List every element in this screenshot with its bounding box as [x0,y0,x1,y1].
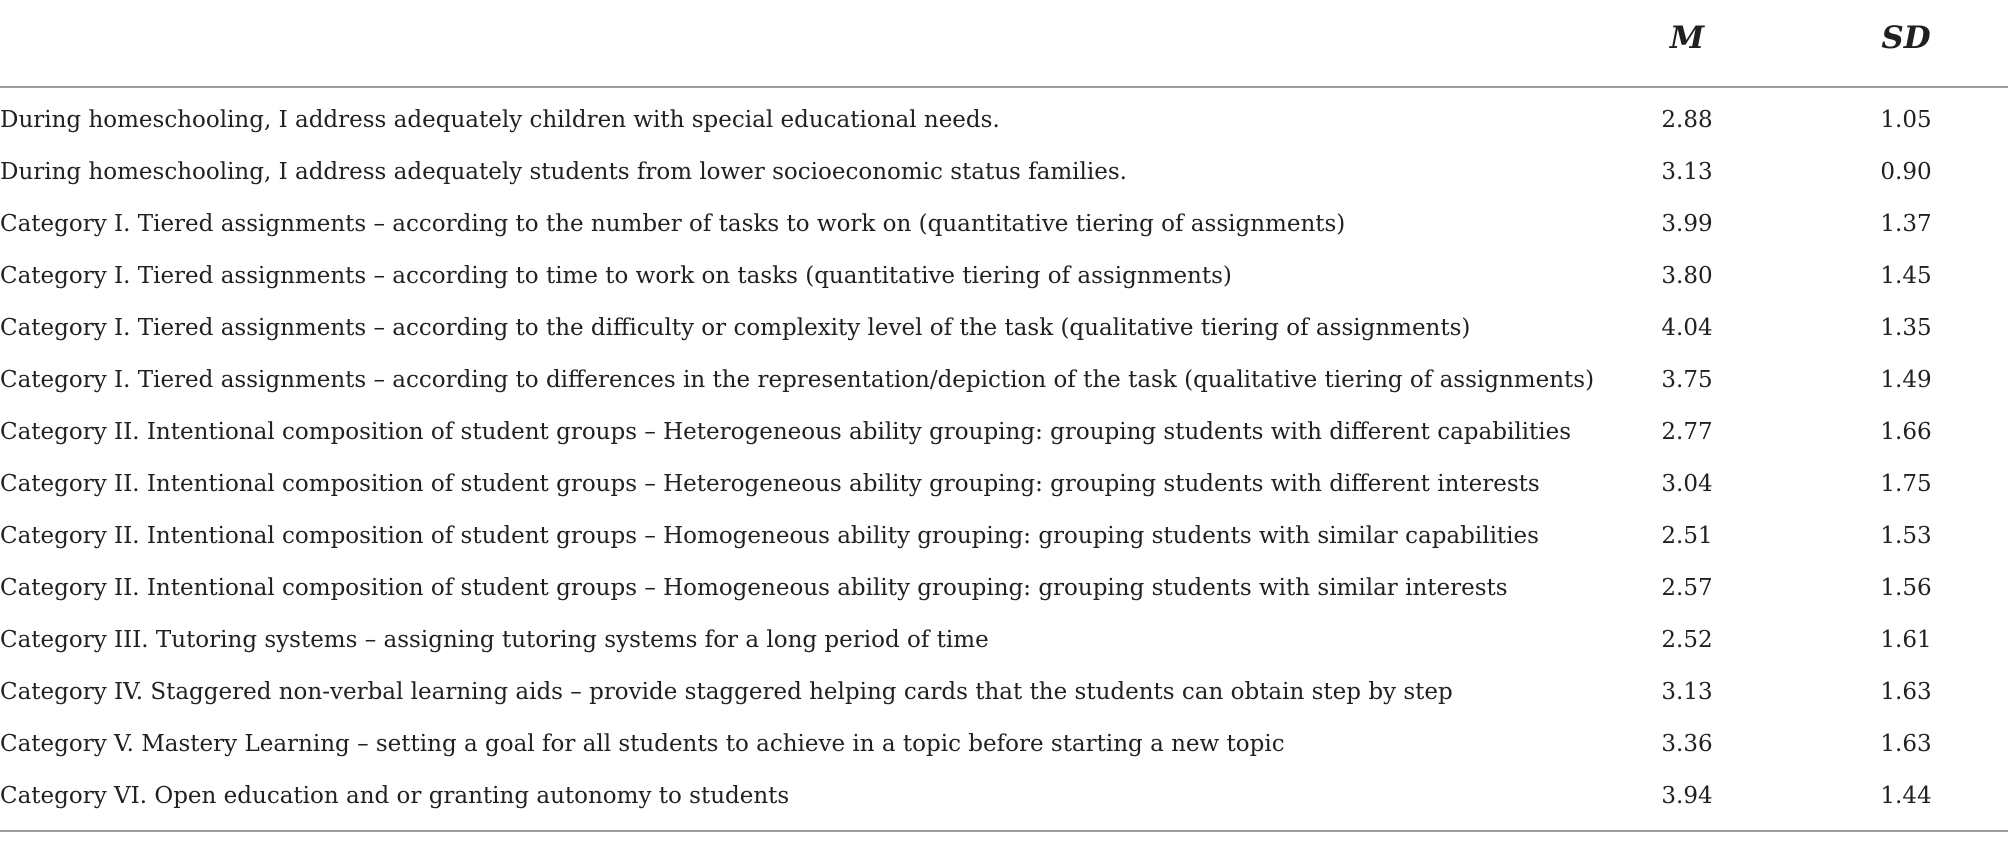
row-item-text: Category I. Tiered assignments – according to time to work on tasks (quantitative tiering of assignments) [0,263,1232,289]
row-item-text: During homeschooling, I address adequately students from lower socioeconomic status families. [0,159,1127,185]
row-mean-value: 3.36 [1661,731,1713,757]
table-row [0,770,2008,831]
row-sd-value: 1.61 [1880,627,1932,653]
statistics-table [0,14,2008,832]
table-row [0,666,2008,718]
row-item-text: During homeschooling, I address adequately children with special educational needs. [0,107,1000,133]
row-item-text: Category III. Tutoring systems – assigning tutoring systems for a long period of time [0,627,989,653]
row-sd-value: 1.45 [1880,263,1932,289]
table-row [0,406,2008,458]
table-row [0,250,2008,302]
row-item-text: Category II. Intentional composition of student groups – Homogeneous ability grouping: grouping students with similar interests [0,575,1508,601]
row-mean-value: 3.13 [1661,679,1713,705]
row-mean-value: 2.77 [1661,419,1713,445]
row-mean-value: 3.80 [1661,263,1713,289]
table-header [0,14,2008,87]
row-mean-value: 3.75 [1661,367,1713,393]
row-mean-value: 4.04 [1661,315,1713,341]
table-row [0,302,2008,354]
row-sd-value: 1.63 [1880,731,1932,757]
table-row [0,562,2008,614]
table-row [0,146,2008,198]
column-header-sd: SD [1804,14,2008,87]
table-row [0,198,2008,250]
row-mean-value: 3.13 [1661,159,1713,185]
row-mean-value: 3.99 [1661,211,1713,237]
table-row [0,718,2008,770]
row-mean-value: 3.94 [1600,770,1804,831]
row-item-text: Category I. Tiered assignments – according to the number of tasks to work on (quantitative tiering of assignments) [0,211,1346,237]
table-row [0,458,2008,510]
row-sd-value: 1.37 [1880,211,1932,237]
row-item-text: Category VI. Open education and or granting autonomy to students [0,770,1600,831]
header-row [0,14,2008,87]
row-sd-value: 1.49 [1880,367,1932,393]
row-mean-value: 2.52 [1661,627,1713,653]
column-header-mean: M [1600,14,1804,87]
row-sd-value: 1.66 [1880,419,1932,445]
row-sd-value: 1.75 [1880,471,1932,497]
row-sd-value: 1.56 [1880,575,1932,601]
row-mean-value: 2.88 [1661,107,1713,133]
row-item-text: Category I. Tiered assignments – according to the difficulty or complexity level of the task (qualitative tiering of assignments) [0,315,1471,341]
row-item-text: Category II. Intentional composition of student groups – Heterogeneous ability grouping: grouping students with different interests [0,471,1540,497]
row-sd-value: 1.63 [1880,679,1932,705]
row-sd-value: 0.90 [1880,159,1932,185]
row-item-text: Category I. Tiered assignments – according to differences in the representation/depiction of the task (qualitative tiering of assignments) [0,367,1595,393]
table-row [0,614,2008,666]
row-item-text: Category V. Mastery Learning – setting a goal for all students to achieve in a topic before starting a new topic [0,731,1285,757]
row-mean-value: 3.04 [1661,471,1713,497]
row-sd-value: 1.35 [1880,315,1932,341]
row-item-text: Category IV. Staggered non-verbal learning aids – provide staggered helping cards that the students can obtain step by step [0,679,1453,705]
table-row [0,87,2008,146]
table-body [0,87,2008,831]
row-sd-value: 1.53 [1880,523,1932,549]
table-row [0,510,2008,562]
row-sd-value: 1.05 [1880,107,1932,133]
row-sd-value: 1.44 [1804,770,2008,831]
row-mean-value: 2.51 [1661,523,1713,549]
table-row [0,354,2008,406]
row-item-text: Category II. Intentional composition of student groups – Homogeneous ability grouping: grouping students with similar capabilities [0,523,1539,549]
row-item-text: Category II. Intentional composition of student groups – Heterogeneous ability grouping: grouping students with different capabilities [0,419,1572,445]
row-mean-value: 2.57 [1661,575,1713,601]
column-header-item [0,14,1600,87]
